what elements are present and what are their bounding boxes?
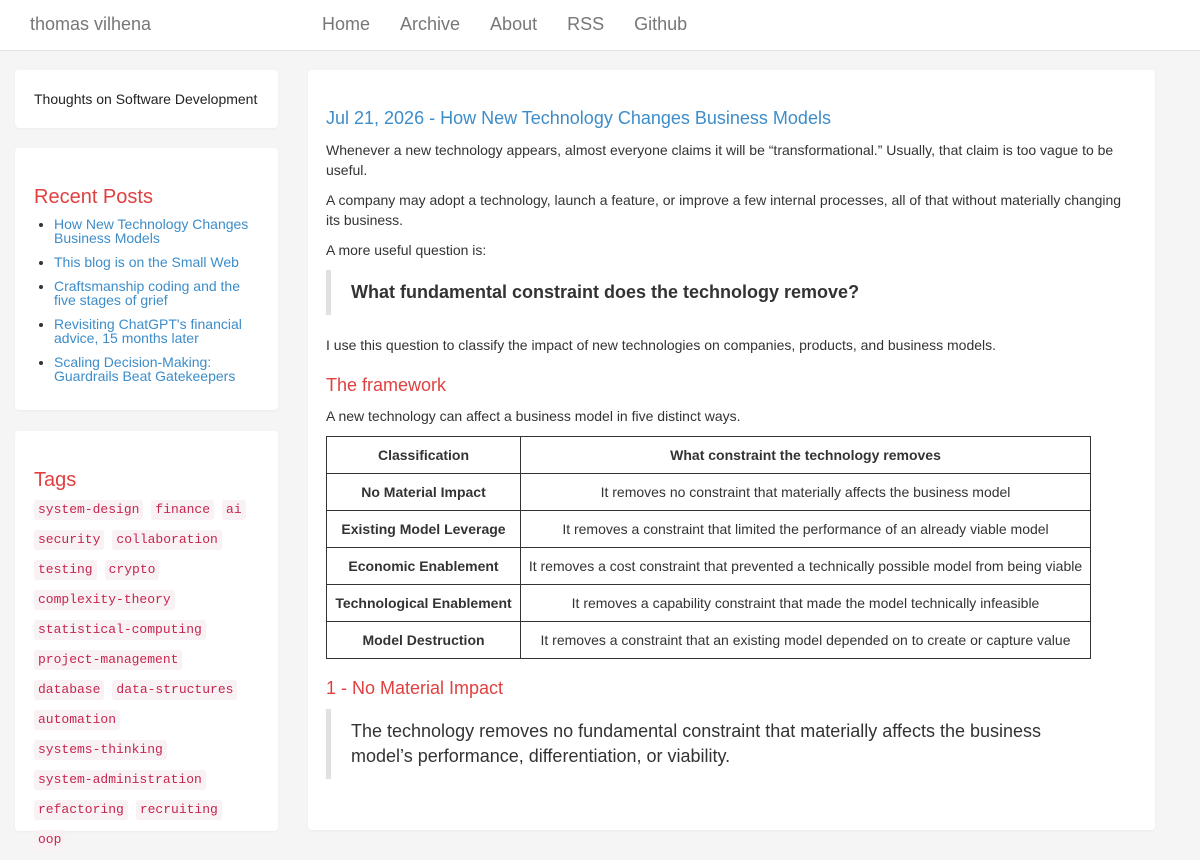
key-question-quote (326, 270, 1137, 315)
tags-card (15, 431, 278, 847)
recent-post-item (54, 355, 259, 383)
post-card (308, 70, 1155, 830)
tag-link[interactable]: statistical-computing (34, 620, 206, 640)
table-cell: Existing Model Leverage (327, 511, 521, 548)
table-cell: It removes a constraint that an existing model depended on to create or capture value (521, 622, 1091, 659)
table-header-cell: Classification (327, 437, 521, 474)
recent-post-item (54, 279, 259, 307)
post-paragraph: A new technology can affect a business model in five distinct ways. (326, 408, 741, 424)
tag-link[interactable]: systems-thinking (34, 740, 167, 760)
site-tagline: Thoughts on Software Development (34, 91, 258, 107)
recent-posts-heading: Recent Posts (34, 186, 153, 208)
table-header-row (327, 437, 1091, 474)
post-title-link[interactable]: Jul 21, 2026 - How New Technology Changes Business Models (326, 108, 831, 128)
table-row (327, 474, 1091, 511)
framework-table (326, 436, 1091, 659)
recent-post-link[interactable]: Revisiting ChatGPT's financial advice, 15 months later (54, 316, 242, 346)
key-question-text: What fundamental constraint does the technology remove? (351, 282, 860, 302)
table-row (327, 622, 1091, 659)
navbar (0, 0, 1200, 51)
nav-links (307, 14, 702, 35)
table-cell: No Material Impact (327, 474, 521, 511)
recent-post-item (54, 255, 259, 269)
recent-post-link[interactable]: How New Technology Changes Business Models (54, 216, 249, 246)
recent-post-item (54, 217, 259, 245)
table-cell: It removes a constraint that limited the performance of an already viable model (521, 511, 1091, 548)
table-cell: Technological Enablement (327, 585, 521, 622)
recent-post-link[interactable]: Scaling Decision-Making: Guardrails Beat Gatekeepers (54, 354, 236, 384)
tag-list (34, 500, 260, 860)
nav-link-rss[interactable]: RSS (567, 14, 605, 34)
table-cell: It removes a cost constraint that prevented a technically possible model from being viable (521, 548, 1091, 585)
tag-link[interactable]: crypto (105, 560, 160, 580)
table-cell: Economic Enablement (327, 548, 521, 585)
recent-post-link[interactable]: This blog is on the Small Web (54, 254, 239, 270)
recent-posts-card (15, 148, 278, 410)
nav-link-archive[interactable]: Archive (400, 14, 461, 34)
recent-post-item (54, 317, 259, 345)
table-row (327, 548, 1091, 585)
table-row (327, 585, 1091, 622)
tag-link[interactable]: project-management (34, 650, 182, 670)
tag-link[interactable]: refactoring (34, 800, 128, 820)
nav-link-github[interactable]: Github (634, 14, 688, 34)
nav-link-home[interactable]: Home (322, 14, 371, 34)
tag-link[interactable]: finance (151, 500, 214, 520)
post-paragraph: I use this question to classify the impact of new technologies on companies, products, and business models. (326, 337, 997, 353)
tag-link[interactable]: collaboration (112, 530, 221, 550)
table-row (327, 511, 1091, 548)
tag-link[interactable]: database (34, 680, 104, 700)
recent-post-link[interactable]: Craftsmanship coding and the five stages of grief (54, 278, 240, 308)
tag-link[interactable]: testing (34, 560, 97, 580)
site-brand-link[interactable]: thomas vilhena (30, 14, 152, 34)
post-paragraph: A more useful question is: (326, 242, 487, 258)
tag-link[interactable]: security (34, 530, 104, 550)
post-paragraph: A company may adopt a technology, launch a feature, or improve a few internal processes, all of that without materially changing its business. (326, 192, 1122, 228)
tags-heading: Tags (34, 469, 77, 491)
tag-link[interactable]: ai (222, 500, 246, 520)
tag-link[interactable]: recruiting (136, 800, 222, 820)
section-heading: 1 - No Material Impact (326, 678, 504, 698)
sidebar-tagline-card (15, 70, 278, 128)
tag-link[interactable]: complexity-theory (34, 590, 175, 610)
post-paragraph: Whenever a new technology appears, almost everyone claims it will be “transformational.” Usually, that claim is too vague to be useful. (326, 142, 1114, 178)
framework-heading: The framework (326, 375, 447, 395)
table-cell: It removes no constraint that materially affects the business model (521, 474, 1091, 511)
table-header-cell: What constraint the technology removes (521, 437, 1091, 474)
tag-link[interactable]: automation (34, 710, 120, 730)
tag-link[interactable]: system-administration (34, 770, 206, 790)
recent-posts-list (34, 217, 259, 383)
nav-link-about[interactable]: About (490, 14, 538, 34)
tag-link[interactable]: system-design (34, 500, 143, 520)
section-quote-text: The technology removes no fundamental constraint that materially affects the business model’s performance, differentiation, or viability. (351, 721, 1042, 766)
tag-link[interactable]: oop (34, 830, 65, 850)
section-quote (326, 709, 1137, 779)
tag-link[interactable]: data-structures (112, 680, 237, 700)
table-cell: Model Destruction (327, 622, 521, 659)
table-cell: It removes a capability constraint that made the model technically infeasible (521, 585, 1091, 622)
